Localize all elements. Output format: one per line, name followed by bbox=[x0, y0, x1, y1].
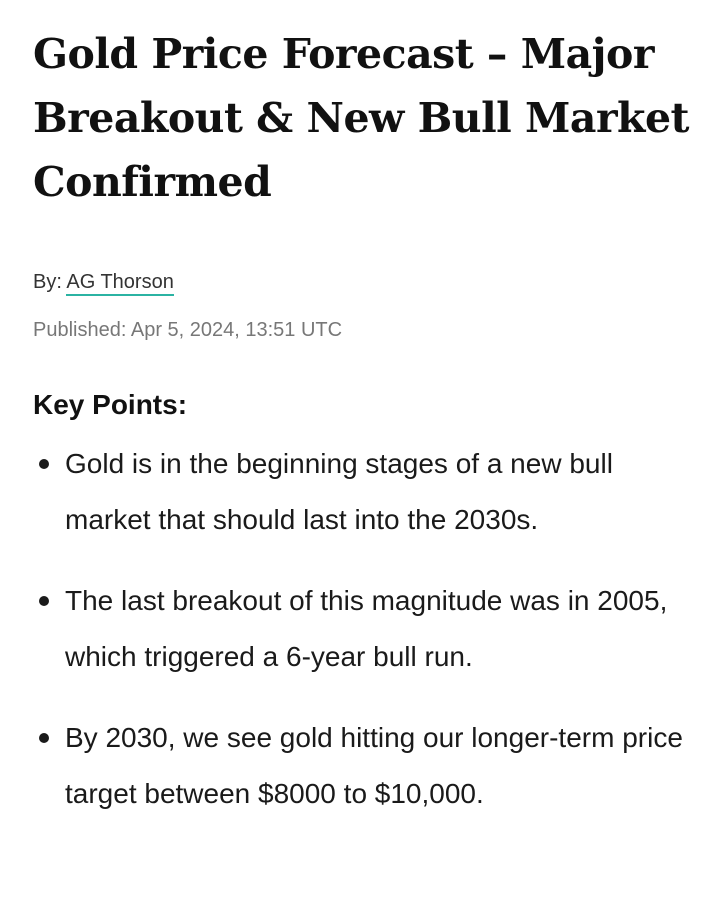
key-points-heading: Key Points: bbox=[33, 389, 188, 420]
bullet-icon bbox=[39, 459, 49, 469]
bullet-icon bbox=[39, 733, 49, 743]
key-point-text: By 2030, we see gold hitting our longer-term price target between $8000 to $10,000. bbox=[65, 722, 683, 809]
key-point-item bbox=[33, 710, 703, 822]
key-point-text: Gold is in the beginning stages of a new bull market that should last into the 2030s. bbox=[65, 448, 613, 535]
author-link[interactable]: AG Thorson bbox=[66, 271, 173, 296]
bullet-icon bbox=[39, 596, 49, 606]
key-point-item bbox=[33, 573, 703, 685]
key-point-item bbox=[33, 436, 703, 548]
byline bbox=[33, 269, 703, 295]
key-points-list bbox=[33, 436, 703, 822]
byline-label: By: bbox=[33, 271, 62, 293]
article-headline: Gold Price Forecast – Major Breakout & New Bull Market Confirmed bbox=[33, 30, 689, 206]
published-date: Published: Apr 5, 2024, 13:51 UTC bbox=[33, 319, 343, 341]
key-point-text: The last breakout of this magnitude was in 2005, which triggered a 6-year bull run. bbox=[65, 585, 668, 672]
article bbox=[33, 22, 703, 847]
